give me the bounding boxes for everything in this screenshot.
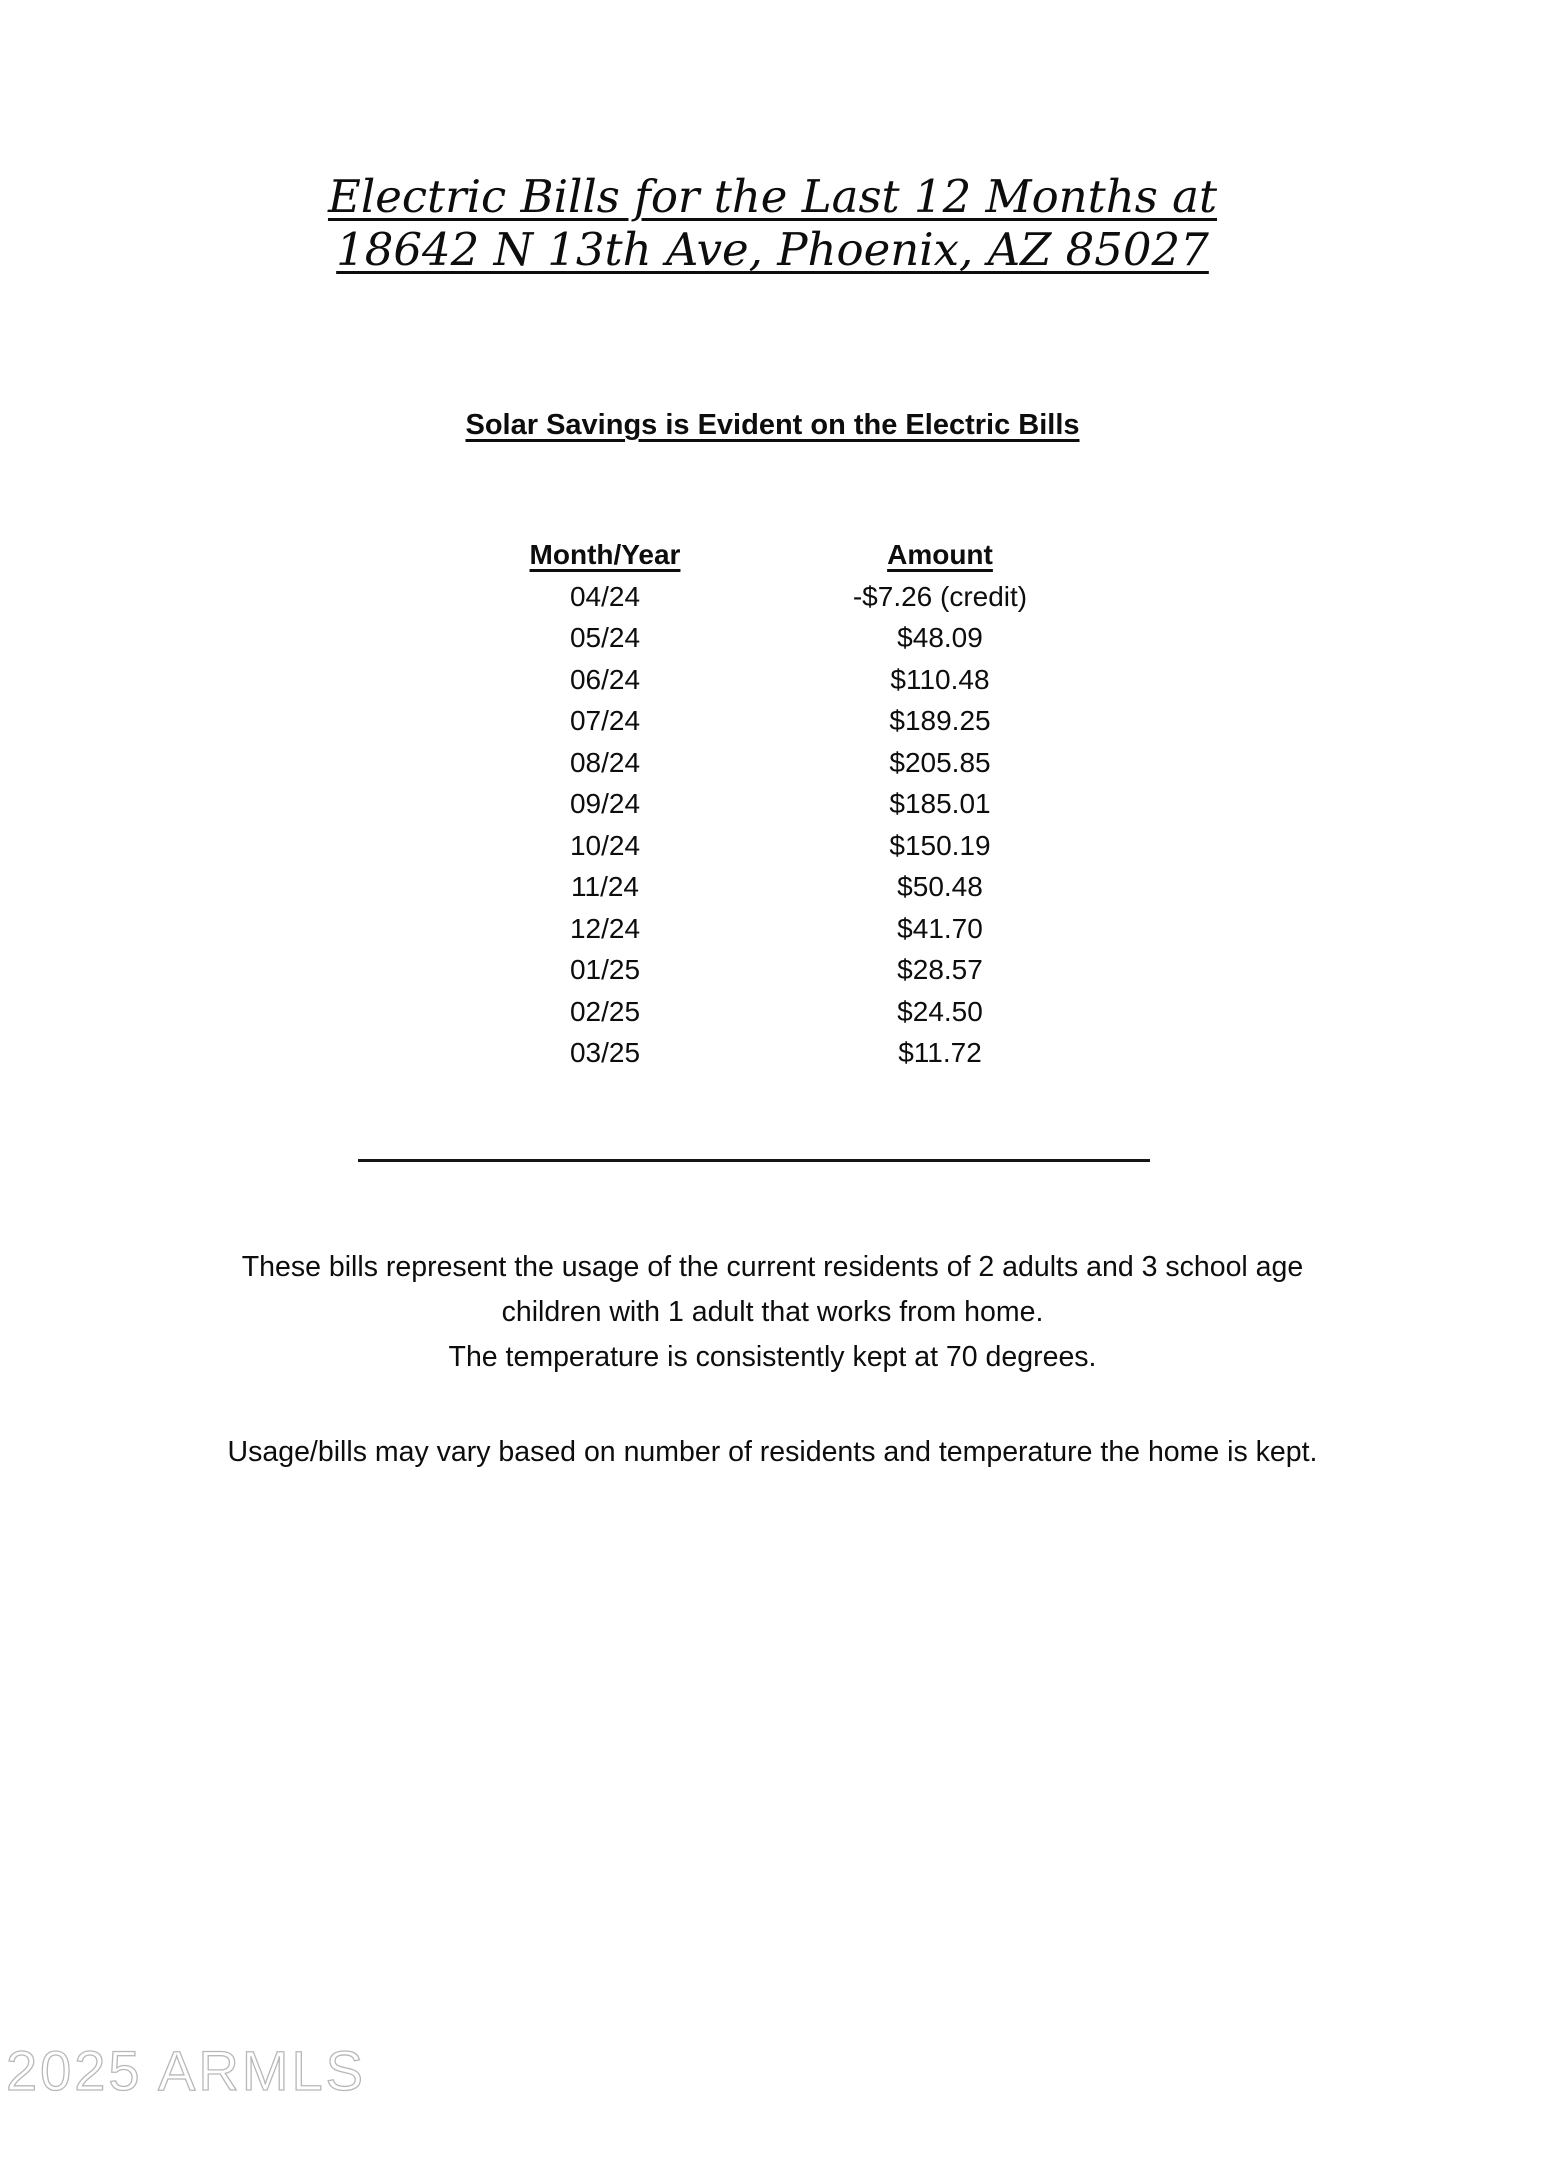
month-cell: 04/24: [569, 580, 641, 612]
amount-cell: $150.19: [889, 829, 991, 861]
month-cell: 01/25: [569, 954, 641, 985]
table-row: [445, 617, 1125, 659]
month-cell: 02/25: [569, 995, 641, 1027]
amount-column-header: [765, 534, 1115, 576]
table-row: [445, 866, 1125, 908]
amount-cell: $189.25: [889, 705, 991, 736]
amount-cell: $28.57: [897, 954, 983, 985]
amount-cell: $110.48: [890, 663, 990, 695]
amount-header-text: Amount: [887, 539, 993, 570]
table-row: [445, 1032, 1125, 1074]
table-body: [445, 576, 1125, 1074]
residents-note: [0, 1245, 1545, 1380]
amount-cell: $185.01: [889, 788, 991, 819]
table-row: [445, 825, 1125, 867]
month-cell: 05/24: [569, 622, 641, 653]
document-title-line2: 18642 N 13th Ave, Phoenix, AZ 85027: [336, 223, 1209, 276]
month-cell: 10/24: [569, 829, 641, 861]
table-row: [445, 742, 1125, 784]
section-heading-text: Solar Savings is Evident on the Electric Bills: [465, 409, 1080, 441]
armls-watermark: 2025 ARMLS: [6, 2039, 366, 2102]
amount-cell: $11.72: [898, 1037, 982, 1068]
amount-cell: $205.85: [889, 746, 991, 778]
month-cell: 03/25: [569, 1037, 641, 1068]
table-row: [445, 576, 1125, 618]
month-year-column-header: [445, 534, 765, 576]
amount-cell: $48.09: [897, 622, 983, 653]
bills-table: [445, 534, 1125, 1074]
month-cell: 08/24: [569, 746, 641, 778]
table-row: [445, 659, 1125, 701]
month-cell: 06/24: [569, 663, 641, 695]
amount-cell: $24.50: [897, 995, 983, 1027]
document-title-line1: Electric Bills for the Last 12 Months at: [327, 170, 1218, 223]
section-heading: [0, 408, 1545, 442]
residents-note-line1: These bills represent the usage of the current residents of 2 adults and 3 school age: [241, 1250, 1304, 1283]
amount-cell: $50.48: [897, 871, 983, 902]
month-year-header-text: Month/Year: [529, 539, 681, 570]
divider-line: [358, 1159, 1150, 1162]
amount-cell: -$7.26 (credit): [852, 580, 1028, 612]
residents-note-line2: children with 1 adult that works from home.: [501, 1295, 1044, 1328]
table-row: [445, 949, 1125, 991]
table-header-row: [445, 534, 1125, 576]
usage-disclaimer: Usage/bills may vary based on number of residents and temperature the home is kept.: [227, 1435, 1318, 1468]
temperature-note: The temperature is consistently kept at 70 degrees.: [448, 1340, 1097, 1373]
month-cell: 07/24: [569, 705, 641, 736]
month-cell: 11/24: [571, 871, 639, 902]
month-cell: 12/24: [569, 912, 641, 944]
table-row: [445, 908, 1125, 950]
amount-cell: $41.70: [897, 912, 983, 944]
table-row: [445, 700, 1125, 742]
document-title: [0, 170, 1545, 276]
table-row: [445, 783, 1125, 825]
table-row: [445, 991, 1125, 1033]
month-cell: 09/24: [569, 788, 641, 819]
